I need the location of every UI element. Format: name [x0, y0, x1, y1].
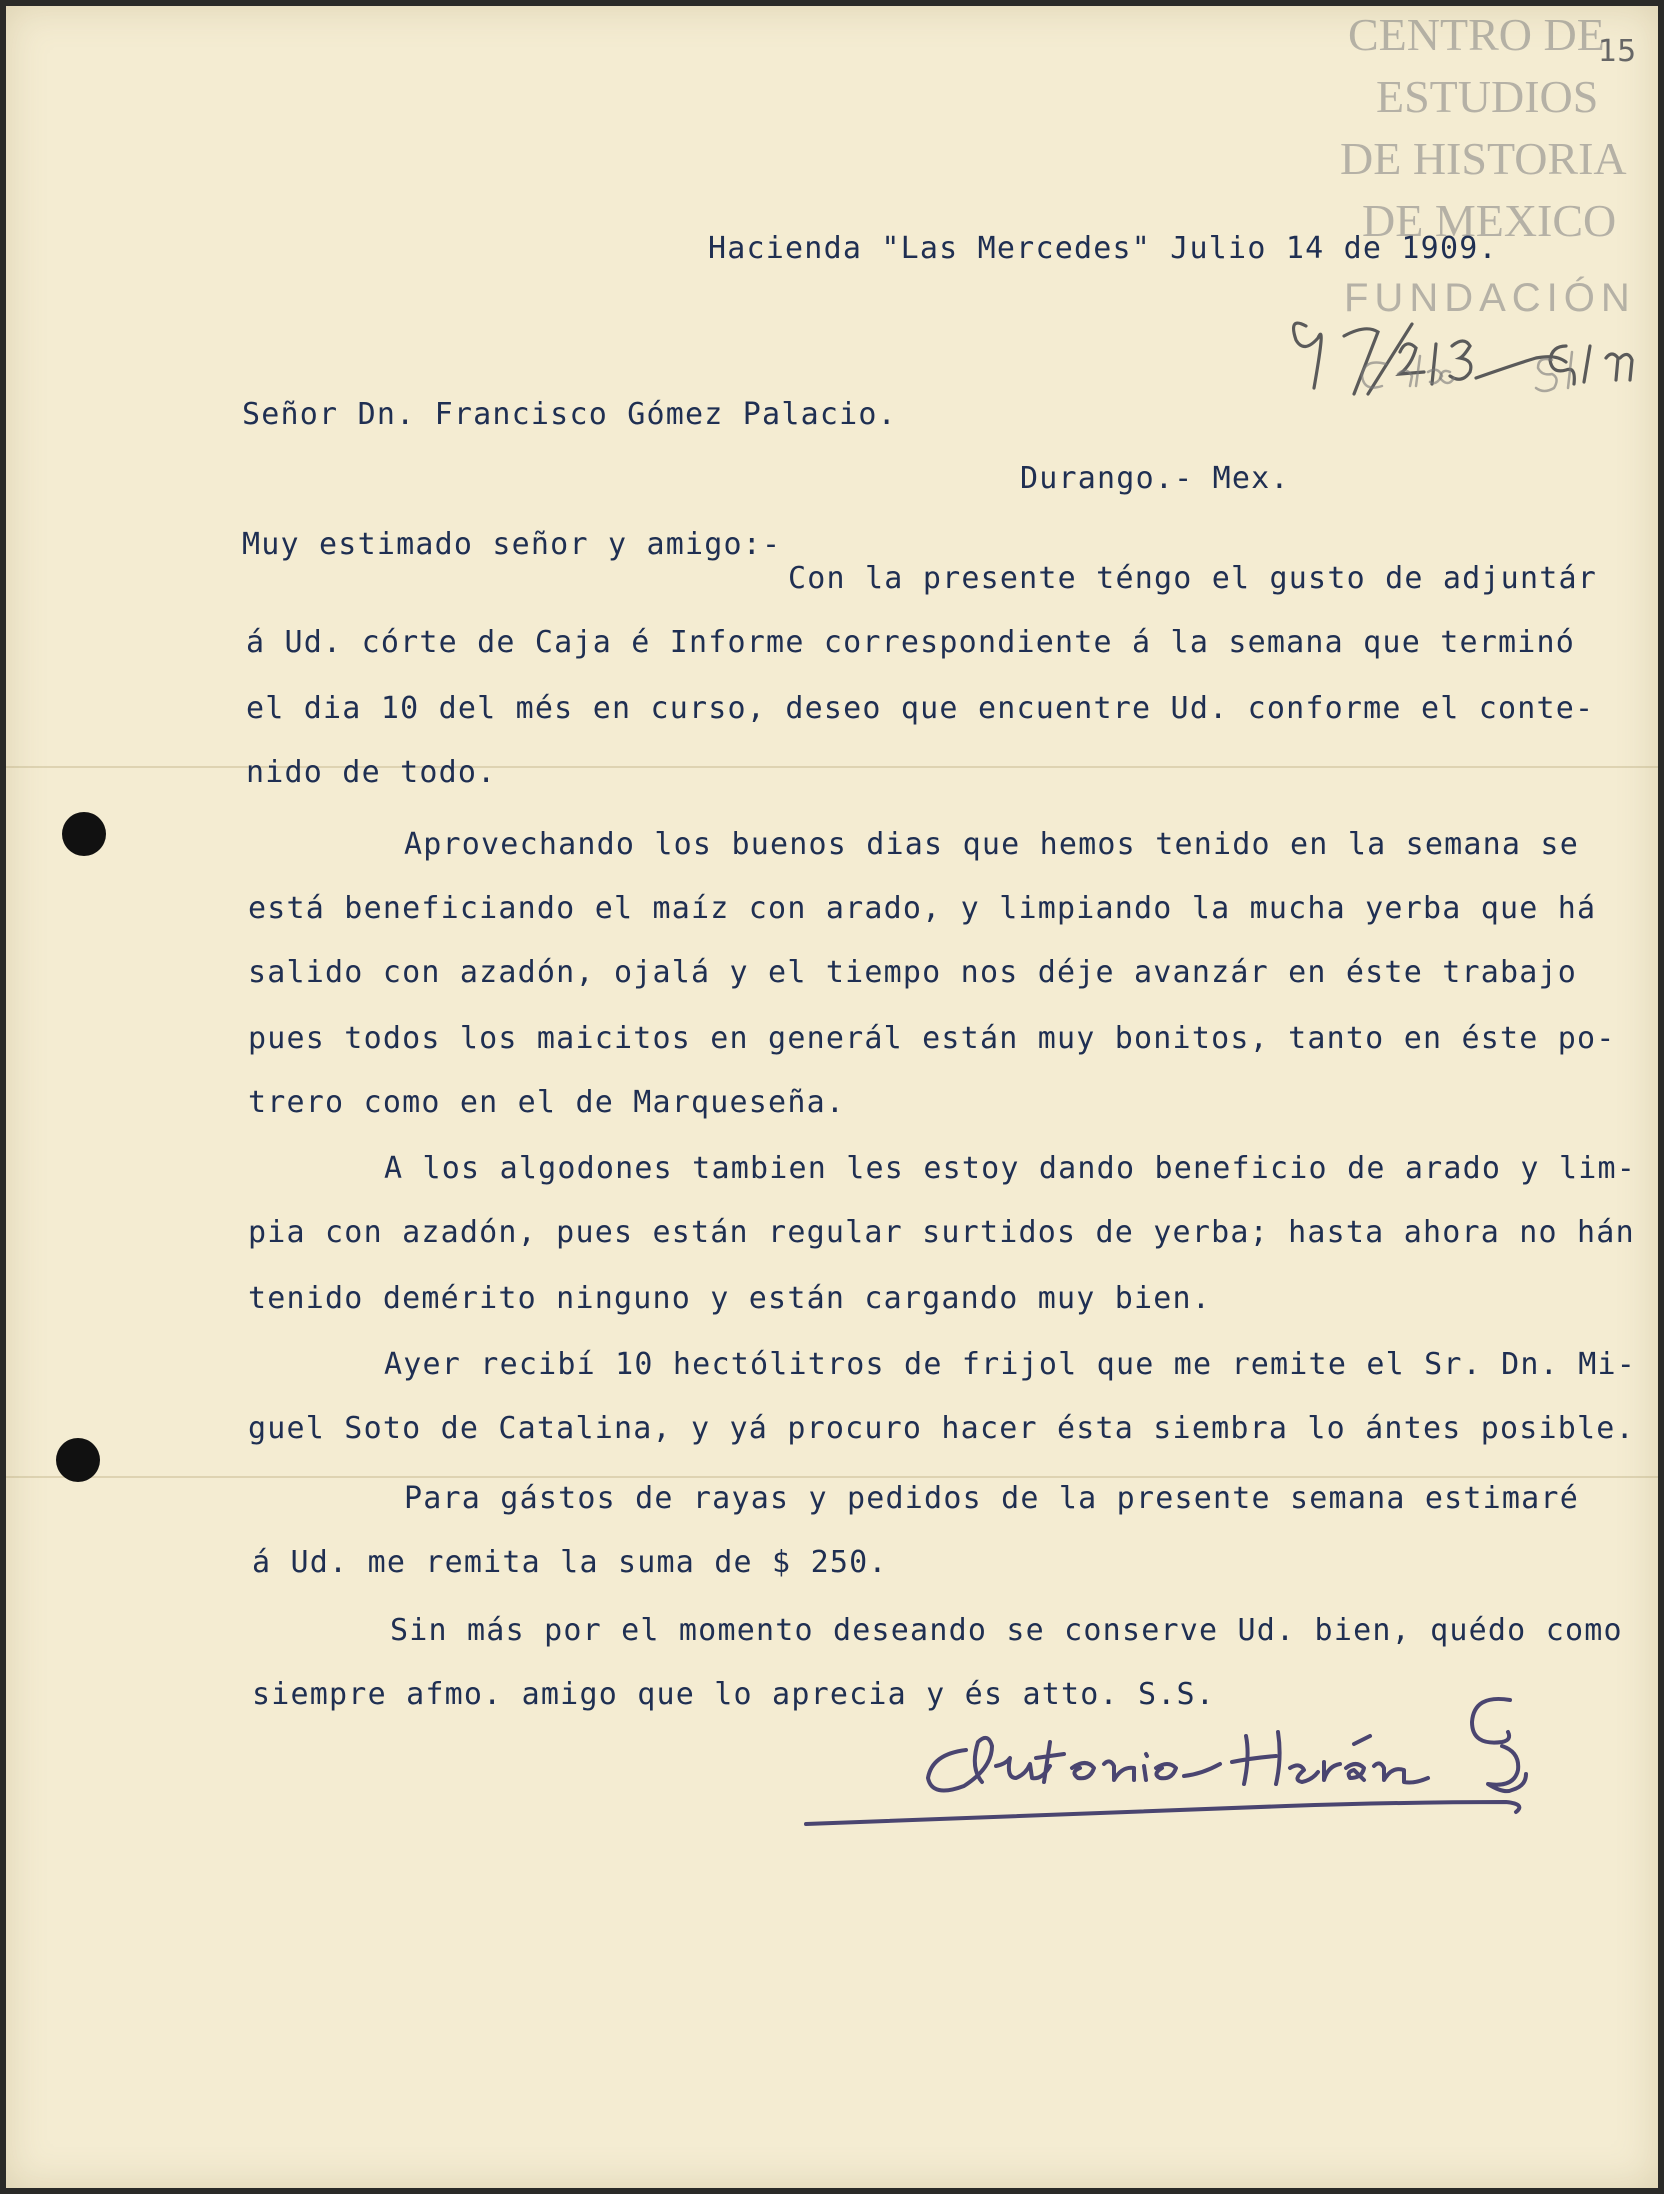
- watermark-line: ESTUDIOS: [1376, 71, 1599, 122]
- recipient-city: Durango.- Mex.: [1020, 461, 1290, 496]
- body-line: Ayer recibí 10 hectólitros de frijol que me remite el Sr. Dn. Mi-: [384, 1347, 1636, 1382]
- body-line: siempre afmo. amigo que lo aprecia y és atto. S.S.: [252, 1677, 1216, 1712]
- body-line: Sin más por el momento deseando se conserve Ud. bien, quédo como: [390, 1613, 1623, 1648]
- watermark-line: DE MEXICO: [1362, 195, 1617, 246]
- body-line: pues todos los maicitos en generál están muy bonitos, tanto en éste po-: [248, 1021, 1616, 1056]
- watermark-line: CENTRO DE: [1348, 9, 1605, 60]
- body-line: guel Soto de Catalina, y yá procuro hacer ésta siembra lo ántes posible.: [248, 1411, 1635, 1446]
- archive-mark: [1294, 323, 1632, 394]
- body-line: á Ud. córte de Caja é Informe correspondiente á la semana que terminó: [246, 625, 1576, 660]
- body-line: está beneficiando el maíz con arado, y limpiando la mucha yerba que há: [248, 891, 1597, 926]
- ink-layer: [6, 6, 1658, 2188]
- page-number: 15: [1598, 34, 1637, 69]
- body-line: Aprovechando los buenos dias que hemos tenido en la semana se: [404, 827, 1579, 862]
- body-line: Para gástos de rayas y pedidos de la presente semana estimaré: [404, 1481, 1579, 1516]
- body-line: nido de todo.: [246, 755, 497, 790]
- body-line: tenido demérito ninguno y están cargando muy bien.: [248, 1281, 1212, 1316]
- recipient-name: Señor Dn. Francisco Gómez Palacio.: [242, 397, 897, 432]
- body-line: á Ud. me remita la suma de $ 250.: [252, 1545, 888, 1580]
- body-line: trero como en el de Marqueseña.: [248, 1085, 846, 1120]
- body-line: A los algodones tambien les estoy dando beneficio de arado y lim-: [384, 1151, 1636, 1186]
- body-line: Con la presente téngo el gusto de adjuntár: [788, 561, 1597, 596]
- body-line: pia con azadón, pues están regular surtidos de yerba; hasta ahora no hán: [248, 1215, 1635, 1250]
- watermark-foundation: FUNDACIÓN: [1344, 276, 1636, 320]
- salutation: Muy estimado señor y amigo:-: [242, 527, 782, 562]
- signature: [806, 1699, 1526, 1824]
- watermark-line: DE HISTORIA: [1340, 133, 1627, 184]
- body-line: el dia 10 del més en curso, deseo que encuentre Ud. conforme el conte-: [246, 691, 1595, 726]
- letter-page: [6, 6, 1658, 2188]
- body-line: salido con azadón, ojalá y el tiempo nos déje avanzár en éste trabajo: [248, 955, 1578, 990]
- date-line: Hacienda "Las Mercedes" Julio 14 de 1909.: [708, 231, 1498, 266]
